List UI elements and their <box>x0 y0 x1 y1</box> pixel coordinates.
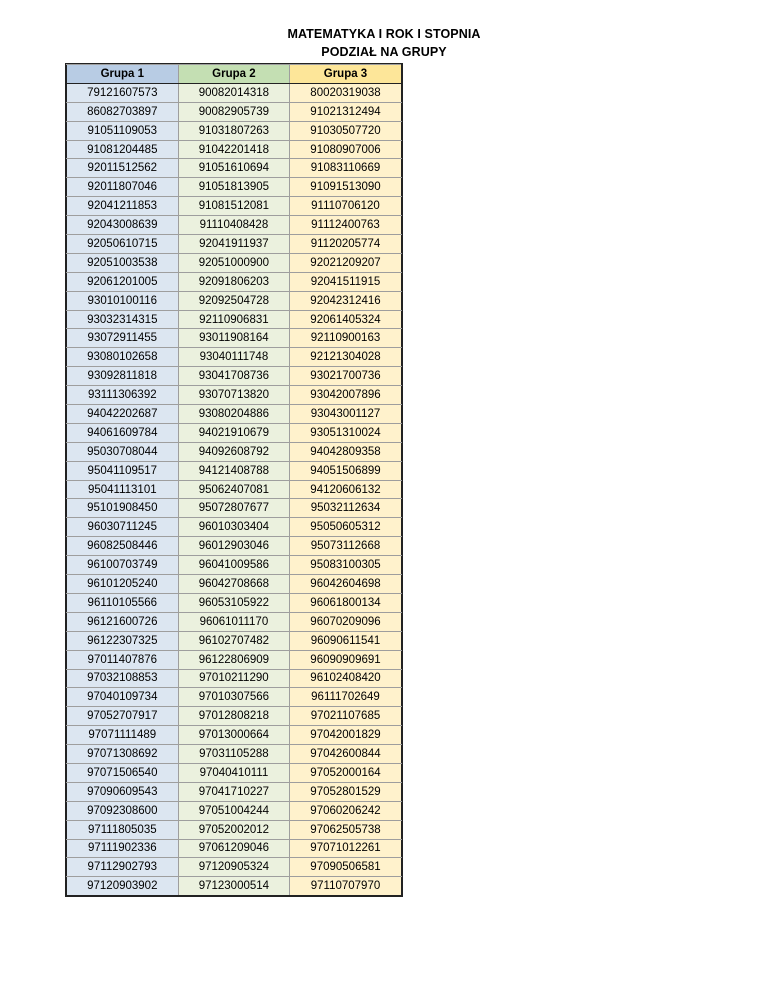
student-id-cell-grupa-3: 97042001829 <box>290 726 402 745</box>
table-row <box>67 593 402 612</box>
table-row <box>67 121 402 140</box>
table-row <box>67 801 402 820</box>
student-id-cell-grupa-2: 92041911937 <box>178 235 290 254</box>
student-id-cell-grupa-1: 95030708044 <box>67 442 179 461</box>
student-id-cell-grupa-3: 92061405324 <box>290 310 402 329</box>
student-id-cell-grupa-2: 93040111748 <box>178 348 290 367</box>
student-id-cell-grupa-1: 92051003538 <box>67 253 179 272</box>
table-row <box>67 763 402 782</box>
student-id-cell-grupa-3: 94042809358 <box>290 442 402 461</box>
table-header-row <box>67 65 402 84</box>
table-row <box>67 197 402 216</box>
student-id-cell-grupa-3: 94120606132 <box>290 480 402 499</box>
student-id-cell-grupa-1: 97111805035 <box>67 820 179 839</box>
table-row <box>67 839 402 858</box>
student-id-cell-grupa-3: 97060206242 <box>290 801 402 820</box>
student-id-cell-grupa-3: 96042604698 <box>290 575 402 594</box>
student-id-cell-grupa-3: 97052000164 <box>290 763 402 782</box>
student-id-cell-grupa-1: 86082703897 <box>67 102 179 121</box>
student-id-cell-grupa-1: 97011407876 <box>67 650 179 669</box>
student-id-cell-grupa-1: 95041109517 <box>67 461 179 480</box>
student-id-cell-grupa-1: 95041113101 <box>67 480 179 499</box>
student-id-cell-grupa-3: 91021312494 <box>290 102 402 121</box>
student-id-cell-grupa-1: 96030711245 <box>67 518 179 537</box>
table-row <box>67 216 402 235</box>
student-id-cell-grupa-2: 96061011170 <box>178 612 290 631</box>
student-id-cell-grupa-2: 95062407081 <box>178 480 290 499</box>
student-id-cell-grupa-1: 91081204485 <box>67 140 179 159</box>
student-id-cell-grupa-3: 95083100305 <box>290 556 402 575</box>
student-id-cell-grupa-2: 93070713820 <box>178 386 290 405</box>
table-row <box>67 537 402 556</box>
student-id-cell-grupa-2: 91110408428 <box>178 216 290 235</box>
student-id-cell-grupa-2: 94121408788 <box>178 461 290 480</box>
student-id-cell-grupa-3: 96090611541 <box>290 631 402 650</box>
student-id-cell-grupa-3: 93042007896 <box>290 386 402 405</box>
student-id-cell-grupa-1: 97111902336 <box>67 839 179 858</box>
table-row <box>67 518 402 537</box>
student-id-cell-grupa-1: 93032314315 <box>67 310 179 329</box>
table-row <box>67 253 402 272</box>
student-id-cell-grupa-1: 92011512562 <box>67 159 179 178</box>
header-grupa-3: Grupa 3 <box>290 65 402 84</box>
student-id-cell-grupa-1: 92011807046 <box>67 178 179 197</box>
student-id-cell-grupa-2: 97040410111 <box>178 763 290 782</box>
table-row <box>67 235 402 254</box>
student-id-cell-grupa-2: 91042201418 <box>178 140 290 159</box>
student-id-cell-grupa-1: 96110105566 <box>67 593 179 612</box>
table-row <box>67 386 402 405</box>
table-row <box>67 83 402 102</box>
student-id-cell-grupa-2: 97041710227 <box>178 782 290 801</box>
student-id-cell-grupa-1: 93010100116 <box>67 291 179 310</box>
student-id-cell-grupa-3: 91110706120 <box>290 197 402 216</box>
student-id-cell-grupa-1: 96121600726 <box>67 612 179 631</box>
table-row <box>67 877 402 896</box>
student-id-cell-grupa-1: 79121607573 <box>67 83 179 102</box>
student-id-cell-grupa-3: 91091513090 <box>290 178 402 197</box>
student-id-cell-grupa-1: 93072911455 <box>67 329 179 348</box>
student-id-cell-grupa-3: 95050605312 <box>290 518 402 537</box>
table-row <box>67 556 402 575</box>
table-row <box>67 272 402 291</box>
student-id-cell-grupa-2: 92110906831 <box>178 310 290 329</box>
student-id-cell-grupa-2: 97012808218 <box>178 707 290 726</box>
student-id-cell-grupa-1: 96101205240 <box>67 575 179 594</box>
student-id-cell-grupa-2: 97061209046 <box>178 839 290 858</box>
student-id-cell-grupa-2: 92051000900 <box>178 253 290 272</box>
student-id-cell-grupa-1: 97071308692 <box>67 745 179 764</box>
student-id-cell-grupa-3: 93051310024 <box>290 423 402 442</box>
student-id-cell-grupa-2: 92092504728 <box>178 291 290 310</box>
table-row <box>67 726 402 745</box>
student-id-cell-grupa-2: 97123000514 <box>178 877 290 896</box>
student-id-cell-grupa-2: 96102707482 <box>178 631 290 650</box>
student-id-cell-grupa-2: 97013000664 <box>178 726 290 745</box>
table-row <box>67 499 402 518</box>
table-row <box>67 159 402 178</box>
table-row <box>67 310 402 329</box>
student-id-cell-grupa-3: 96061800134 <box>290 593 402 612</box>
student-id-cell-grupa-2: 93041708736 <box>178 367 290 386</box>
table-row <box>67 745 402 764</box>
student-id-cell-grupa-2: 97031105288 <box>178 745 290 764</box>
student-id-cell-grupa-1: 97071111489 <box>67 726 179 745</box>
student-id-cell-grupa-3: 97071012261 <box>290 839 402 858</box>
student-id-cell-grupa-3: 96111702649 <box>290 688 402 707</box>
student-id-cell-grupa-3: 91120205774 <box>290 235 402 254</box>
student-id-cell-grupa-1: 95101908450 <box>67 499 179 518</box>
table-row <box>67 348 402 367</box>
header-grupa-1: Grupa 1 <box>67 65 179 84</box>
student-id-cell-grupa-1: 97092308600 <box>67 801 179 820</box>
student-id-cell-grupa-1: 92061201005 <box>67 272 179 291</box>
student-id-cell-grupa-2: 96042708668 <box>178 575 290 594</box>
table-row <box>67 140 402 159</box>
student-id-cell-grupa-2: 95072807677 <box>178 499 290 518</box>
table-row <box>67 669 402 688</box>
student-id-cell-grupa-1: 92041211853 <box>67 197 179 216</box>
table-row <box>67 650 402 669</box>
student-id-cell-grupa-3: 97042600844 <box>290 745 402 764</box>
student-id-cell-grupa-2: 90082014318 <box>178 83 290 102</box>
student-id-cell-grupa-1: 97040109734 <box>67 688 179 707</box>
document-title: MATEMATYKA I ROK I STOPNIA <box>287 27 481 41</box>
table-row <box>67 405 402 424</box>
student-id-cell-grupa-3: 92042312416 <box>290 291 402 310</box>
table-row <box>67 291 402 310</box>
student-id-cell-grupa-2: 97051004244 <box>178 801 290 820</box>
table-row <box>67 461 402 480</box>
student-id-cell-grupa-3: 93021700736 <box>290 367 402 386</box>
student-id-cell-grupa-1: 96100703749 <box>67 556 179 575</box>
student-id-cell-grupa-3: 96070209096 <box>290 612 402 631</box>
table-row <box>67 782 402 801</box>
table-row <box>67 707 402 726</box>
student-id-cell-grupa-1: 97090609543 <box>67 782 179 801</box>
table-row <box>67 631 402 650</box>
table-row <box>67 688 402 707</box>
groups-table <box>66 64 402 896</box>
student-id-cell-grupa-1: 97071506540 <box>67 763 179 782</box>
student-id-cell-grupa-1: 92050610715 <box>67 235 179 254</box>
student-id-cell-grupa-3: 97052801529 <box>290 782 402 801</box>
student-id-cell-grupa-3: 92041511915 <box>290 272 402 291</box>
student-id-cell-grupa-1: 97032108853 <box>67 669 179 688</box>
student-id-cell-grupa-1: 96122307325 <box>67 631 179 650</box>
student-id-cell-grupa-2: 91051610694 <box>178 159 290 178</box>
student-id-cell-grupa-2: 97010307566 <box>178 688 290 707</box>
student-id-cell-grupa-1: 94042202687 <box>67 405 179 424</box>
table-body <box>67 83 402 895</box>
student-id-cell-grupa-1: 94061609784 <box>67 423 179 442</box>
student-id-cell-grupa-2: 93080204886 <box>178 405 290 424</box>
student-id-cell-grupa-1: 93080102658 <box>67 348 179 367</box>
student-id-cell-grupa-1: 97120903902 <box>67 877 179 896</box>
student-id-cell-grupa-3: 96102408420 <box>290 669 402 688</box>
student-id-cell-grupa-1: 97112902793 <box>67 858 179 877</box>
student-id-cell-grupa-3: 92021209207 <box>290 253 402 272</box>
student-id-cell-grupa-1: 97052707917 <box>67 707 179 726</box>
student-id-cell-grupa-1: 96082508446 <box>67 537 179 556</box>
table-row <box>67 575 402 594</box>
student-id-cell-grupa-2: 97010211290 <box>178 669 290 688</box>
student-id-cell-grupa-2: 96012903046 <box>178 537 290 556</box>
table-row <box>67 480 402 499</box>
student-id-cell-grupa-3: 95073112668 <box>290 537 402 556</box>
student-id-cell-grupa-3: 97021107685 <box>290 707 402 726</box>
student-id-cell-grupa-2: 96053105922 <box>178 593 290 612</box>
document-subtitle: PODZIAŁ NA GRUPY <box>321 45 447 59</box>
student-id-cell-grupa-2: 93011908164 <box>178 329 290 348</box>
student-id-cell-grupa-3: 80020319038 <box>290 83 402 102</box>
student-id-cell-grupa-3: 91112400763 <box>290 216 402 235</box>
student-id-cell-grupa-2: 97052002012 <box>178 820 290 839</box>
student-id-cell-grupa-3: 97110707970 <box>290 877 402 896</box>
table-row <box>67 820 402 839</box>
table-row <box>67 367 402 386</box>
student-id-cell-grupa-3: 95032112634 <box>290 499 402 518</box>
student-id-cell-grupa-3: 91083110669 <box>290 159 402 178</box>
student-id-cell-grupa-3: 94051506899 <box>290 461 402 480</box>
table-row <box>67 178 402 197</box>
student-id-cell-grupa-2: 94092608792 <box>178 442 290 461</box>
student-id-cell-grupa-3: 91080907006 <box>290 140 402 159</box>
student-id-cell-grupa-1: 93111306392 <box>67 386 179 405</box>
student-id-cell-grupa-2: 90082905739 <box>178 102 290 121</box>
student-id-cell-grupa-2: 96010303404 <box>178 518 290 537</box>
student-id-cell-grupa-2: 92091806203 <box>178 272 290 291</box>
student-id-cell-grupa-1: 91051109053 <box>67 121 179 140</box>
student-id-cell-grupa-3: 97062505738 <box>290 820 402 839</box>
student-id-cell-grupa-1: 92043008639 <box>67 216 179 235</box>
table-row <box>67 329 402 348</box>
table-row <box>67 423 402 442</box>
table-row <box>67 612 402 631</box>
student-id-cell-grupa-2: 97120905324 <box>178 858 290 877</box>
student-id-cell-grupa-3: 96090909691 <box>290 650 402 669</box>
table-row <box>67 442 402 461</box>
student-id-cell-grupa-1: 93092811818 <box>67 367 179 386</box>
table-row <box>67 102 402 121</box>
student-id-cell-grupa-2: 96122806909 <box>178 650 290 669</box>
student-id-cell-grupa-3: 92121304028 <box>290 348 402 367</box>
student-id-cell-grupa-3: 97090506581 <box>290 858 402 877</box>
student-id-cell-grupa-3: 92110900163 <box>290 329 402 348</box>
student-id-cell-grupa-2: 91031807263 <box>178 121 290 140</box>
student-id-cell-grupa-3: 91030507720 <box>290 121 402 140</box>
student-id-cell-grupa-2: 91081512081 <box>178 197 290 216</box>
student-id-cell-grupa-2: 94021910679 <box>178 423 290 442</box>
header-grupa-2: Grupa 2 <box>178 65 290 84</box>
student-id-cell-grupa-2: 96041009586 <box>178 556 290 575</box>
student-id-cell-grupa-3: 93043001127 <box>290 405 402 424</box>
student-id-cell-grupa-2: 91051813905 <box>178 178 290 197</box>
table-row <box>67 858 402 877</box>
